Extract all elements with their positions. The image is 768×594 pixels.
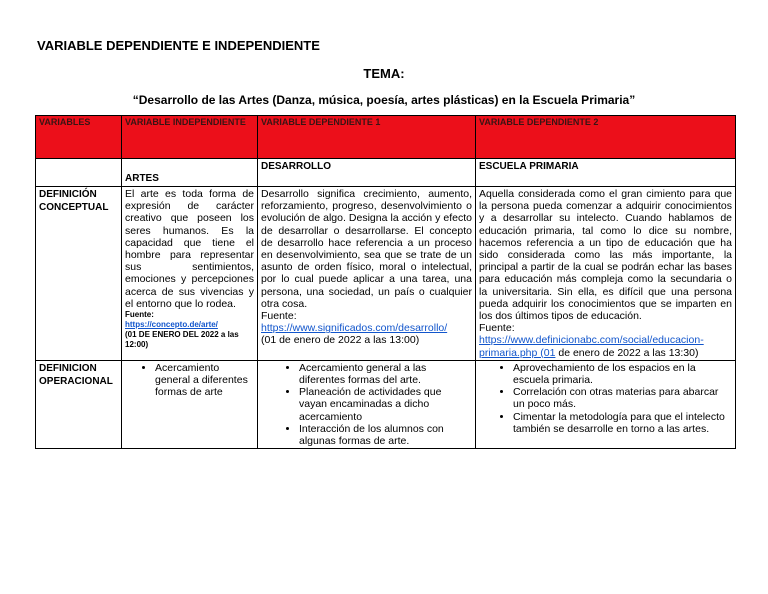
- operacional-desarrollo: [258, 360, 476, 448]
- conceptual-desarrollo: [258, 187, 476, 361]
- conceptual-label: DEFINICIÓN CONCEPTUAL: [36, 187, 122, 361]
- escuela-source-date: de enero de 2022 a las 13:30): [555, 346, 699, 359]
- list-item: • Aprovechamiento de los espacios en la escuela primaria.: [513, 362, 732, 386]
- empty-cell: [36, 159, 122, 187]
- artes-definition: El arte es toda forma de expresión de carácter creativo que poseen los seres humanos. Es la capacidad que tiene el hombre para representar sus sentimientos, emociones y percepciones acerca de sus vivencias y el entorno que lo rodea.: [125, 188, 254, 310]
- header-variables: VARIABLES: [36, 116, 122, 159]
- escuela-source-label: Fuente:: [479, 322, 515, 335]
- operacional-row: [36, 360, 736, 448]
- operacional-artes: [122, 360, 258, 448]
- artes-source-link[interactable]: https://concepto.de/arte/: [125, 320, 218, 330]
- list-item: • Planeación de actividades que vayan encaminadas a dicho acercamiento: [299, 386, 472, 423]
- list-item: • Acercamiento general a las diferentes formas del arte.: [299, 362, 472, 386]
- list-item: • Acercamiento general a diferentes formas de arte: [155, 362, 254, 399]
- name-escuela: ESCUELA PRIMARIA: [476, 159, 736, 187]
- document-subtitle: “Desarrollo de las Artes (Danza, música, poesía, artes plásticas) en la Escuela Primaria”: [132, 93, 636, 107]
- operacional-label: DEFINICION OPERACIONAL: [36, 360, 122, 448]
- escuela-definition: Aquella considerada como el gran cimiento para que la persona pueda comenzar a adquirir conocimientos y a desarrollar su intelecto. Cuando hablamos de educación primaria, tal como lo dice su nombre, hacemos referencia a un tipo de educación que ha sido considerada como las más importante, la principal a partir de la cual se podrán echar las bases para educación más compleja como la secundaria o la universitaria. Sin ella, es difícil que una persona pueda adquirir los conocimientos que se imparten en los dos últimos tipos de educación.: [479, 188, 732, 323]
- header-dependiente-1: VARIABLE DEPENDIENTE 1: [258, 116, 476, 159]
- escuela-source-link[interactable]: https://www.definicionabc.com/social/educacion-primaria.php (01: [479, 334, 704, 359]
- artes-source-date: (01 DE ENERO DEL 2022 a las 12:00): [125, 330, 239, 350]
- names-row: [36, 159, 736, 187]
- list-item: • Cimentar la metodología para que el intelecto también se desarrolle en torno a las artes.: [513, 411, 732, 435]
- desarrollo-definition: Desarrollo significa crecimiento, aumento, reforzamiento, progreso, desenvolvimiento o evolución de algo. Designa la acción y efecto de desarrollar o desarrollarse. El concepto de desarrollo hace referencia a un proceso en desenvolvimiento, sea que se trate de un asunto de orden físico, moral o intelectual, por lo cual puede aplicar a una tarea, una persona, una sociedad, un país o cualquier otra cosa.: [261, 188, 472, 310]
- conceptual-row: [36, 187, 736, 361]
- document-title: VARIABLE DEPENDIENTE E INDEPENDIENTE: [37, 38, 320, 53]
- variables-table: [35, 115, 736, 449]
- desarrollo-source-link[interactable]: https://www.significados.com/desarrollo/: [261, 322, 448, 335]
- name-desarrollo: DESARROLLO: [258, 159, 476, 187]
- conceptual-artes: [122, 187, 258, 361]
- tema-label: TEMA:: [363, 66, 405, 81]
- name-artes: ARTES: [122, 159, 258, 187]
- list-item: • Correlación con otras materias para abarcar un poco más.: [513, 386, 732, 410]
- header-independiente: VARIABLE INDEPENDIENTE: [122, 116, 258, 159]
- operacional-escuela: [476, 360, 736, 448]
- artes-source-label: Fuente:: [125, 310, 154, 320]
- desarrollo-source-date: (01 de enero de 2022 a las 13:00): [261, 334, 420, 347]
- desarrollo-source-label: Fuente:: [261, 310, 297, 323]
- header-row: [36, 116, 736, 159]
- header-dependiente-2: VARIABLE DEPENDIENTE 2: [476, 116, 736, 159]
- list-item: • Interacción de los alumnos con algunas formas de arte.: [299, 423, 472, 447]
- conceptual-escuela: [476, 187, 736, 361]
